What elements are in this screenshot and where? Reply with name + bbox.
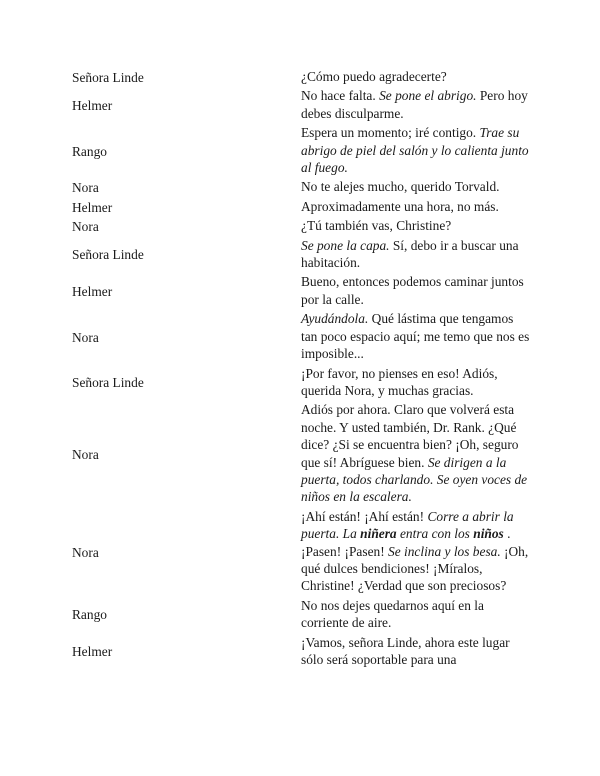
dialogue-row: [72, 310, 532, 364]
dialogue-text: ¡Ahí están! ¡Ahí están! Corre a abrir la puerta. La niñera entra con los niños . ¡Pasen! ¡Pasen! Se inclina y los besa. ¡Oh, qué dulces bendiciones! ¡Míralos, Christine! ¿Verdad que son preciosos?: [301, 508, 529, 594]
dialogue-row: [72, 198, 532, 217]
dialogue-text: No te alejes mucho, querido Torvald.: [301, 179, 500, 195]
dialogue-row: [72, 124, 532, 178]
dialogue-row: [72, 217, 532, 236]
dialogue-row: [72, 634, 532, 671]
dialogue-text: Espera un momento; iré contigo. Trae su abrigo de piel del salón y lo calienta junto al fuego.: [301, 125, 529, 176]
stage-direction: entra con los: [396, 526, 474, 542]
stage-direction-emphasis: niñera: [360, 526, 397, 542]
dialogue-table: [72, 68, 532, 670]
speaker-name: Señora Linde: [72, 375, 144, 391]
speaker-name: Señora Linde: [72, 70, 144, 85]
dialogue-text: ¿Cómo puedo agradecerte?: [301, 69, 447, 84]
dialogue-row: [72, 68, 532, 87]
speaker-name: Nora: [72, 544, 99, 560]
dialogue-text: Ayudándola. Qué lástima que tengamos tan poco espacio aquí; me temo que nos es imposible...: [301, 311, 530, 362]
stage-direction: Se pone el abrigo.: [379, 88, 477, 104]
dialogue-text: Adiós por ahora. Claro que volverá esta noche. Y usted también, Dr. Rank. ¿Qué dice? ¿Si se encuentra bien? ¡Oh, seguro que sí! Abríguese bien. Se dirigen a la puerta, todos charlando. Se oyen voces de niños en la escalera.: [301, 402, 528, 505]
speaker-name: Señora Linde: [72, 247, 144, 263]
dialogue-text: No hace falta. Se pone el abrigo. Pero hoy debes disculparme.: [301, 88, 528, 121]
dialogue-row: [72, 365, 532, 402]
stage-direction: Corre a abrir la puerta. La: [301, 508, 514, 542]
stage-direction: Se inclina y los besa.: [388, 543, 501, 559]
dialogue-row: [72, 273, 532, 310]
dialogue-text: ¿Tú también vas, Christine?: [301, 218, 452, 234]
dialogue-text: Aproximadamente una hora, no más.: [301, 198, 499, 214]
dialogue-row: [72, 401, 532, 507]
speaker-name: Helmer: [72, 644, 113, 660]
speaker-name: Helmer: [72, 284, 113, 300]
speaker-name: Nora: [72, 219, 99, 235]
speaker-name: Helmer: [72, 98, 113, 114]
dialogue-text: Bueno, entonces podemos caminar juntos por la calle.: [301, 274, 524, 307]
stage-direction: Ayudándola.: [301, 311, 369, 327]
speaker-name: Rango: [72, 607, 107, 623]
dialogue-row: [72, 87, 532, 124]
dialogue-row: [72, 508, 532, 597]
dialogue-row: [72, 178, 532, 197]
speaker-name: Rango: [72, 143, 107, 159]
stage-direction: Se pone la capa.: [301, 237, 390, 253]
stage-direction: Trae su abrigo de piel del salón y lo calienta junto al fuego.: [301, 125, 529, 176]
speaker-name: Nora: [72, 329, 99, 345]
dialogue-text: ¡Vamos, señora Linde, ahora este lugar sólo será soportable para una: [301, 634, 510, 667]
dialogue-text: Se pone la capa. Sí, debo ir a buscar una habitación.: [301, 237, 519, 271]
stage-direction-emphasis: niños: [473, 526, 504, 542]
dialogue-text: ¡Por favor, no pienses en eso! Adiós, querida Nora, y muchas gracias.: [301, 365, 498, 398]
speaker-name: Helmer: [72, 199, 113, 215]
dialogue-row: [72, 237, 532, 274]
stage-direction: Se dirigen a la puerta, todos charlando. Se oyen voces de niños en la escalera.: [301, 454, 528, 505]
speaker-name: Nora: [72, 180, 99, 196]
dialogue-row: [72, 597, 532, 634]
dialogue-text: No nos dejes quedarnos aquí en la corriente de aire.: [301, 597, 484, 631]
speaker-name: Nora: [72, 446, 99, 462]
